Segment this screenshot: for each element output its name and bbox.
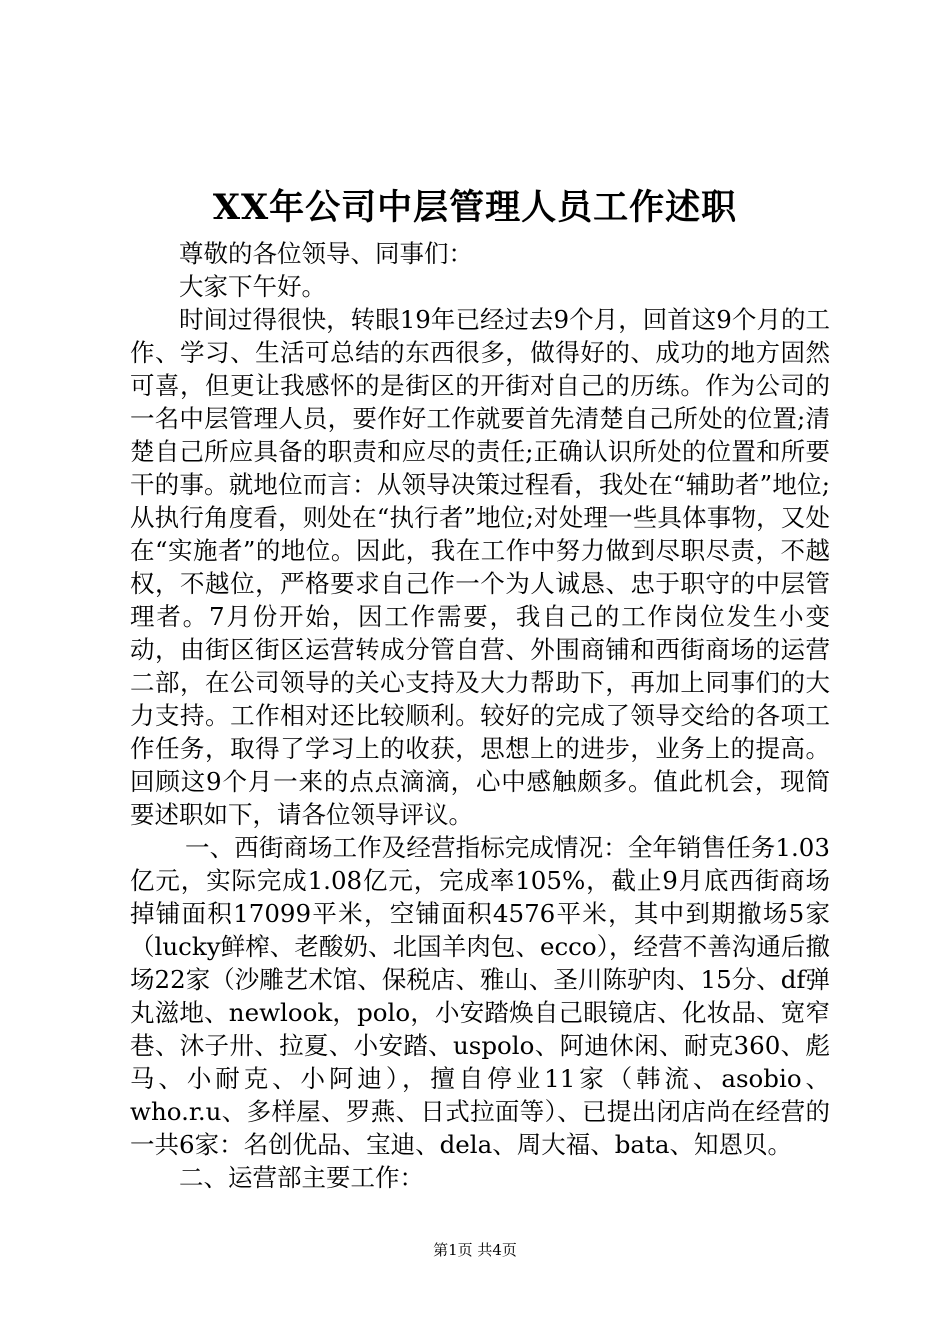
greeting-paragraph: 大家下午好。 xyxy=(179,272,326,301)
salutation-paragraph: 尊敬的各位领导、同事们： xyxy=(179,239,473,268)
section-one-paragraph: 一、西街商场工作及经营指标完成情况：全年销售任务1.03亿元，实际完成1.08亿元，完成率105%，截止9月底西街商场掉铺面积17099平米，空铺面积4576平米，其中到期撤场5家（lucky鲜榨、老酸奶、北国羊肉包、ecco），经营不善沟通后撤场22家（沙雕艺术馆、保税店、雅山、圣川陈驴肉、15分、df弹丸滋地、newlook，polo，小安踏焕自己眼镜店、化妆品、宽窄巷、沐子卅、拉夏、小安踏、uspolo、阿迪休闲、耐克360、彪马、小耐克、小阿迪），擅自停业11家（韩流、asobio、who.r.u、多样屋、罗燕、日式拉面等）、已提出闭店尚在经营的一共6家：名创优品、宝迪、dela、周大福、bata、知恩贝。 xyxy=(130,833,830,1159)
page-footer: 第1页 共4页 xyxy=(433,1241,517,1259)
intro-paragraph: 时间过得很快，转眼19年已经过去9个月，回首这9个月的工作、学习、生活可总结的东西很多，做得好的、成功的地方固然可喜，但更让我感怀的是街区的开街对自己的历练。作为公司的一名中层管理人员，要作好工作就要首先清楚自己所处的位置;清楚自己所应具备的职责和应尽的责任;正确认识所处的位置和所要干的事。就地位而言：从领导决策过程看，我处在“辅助者”地位;从执行角度看，则处在“执行者”地位;对处理一些具体事物，又处在“实施者”的地位。因此，我在工作中努力做到尽职尽责，不越权，不越位，严格要求自己作一个为人诚恳、忠于职守的中层管理者。7月份开始，因工作需要，我自己的工作岗位发生小变动，由街区街区运营转成分管自营、外围商铺和西街商场的运营二部，在公司领导的关心支持及大力帮助下，再加上同事们的大力支持。工作相对还比较顺利。较好的完成了领导交给的各项工作任务，取得了学习上的收获，思想上的进步，业务上的提高。回顾这9个月一来的点点滴滴，心中感触颇多。值此机会，现简要述职如下，请各位领导评议。 xyxy=(130,305,830,829)
document-body xyxy=(130,237,830,1194)
section-two-heading: 二、运营部主要工作： xyxy=(179,1163,424,1192)
document-title: XX年公司中层管理人员工作述职 xyxy=(212,187,738,228)
